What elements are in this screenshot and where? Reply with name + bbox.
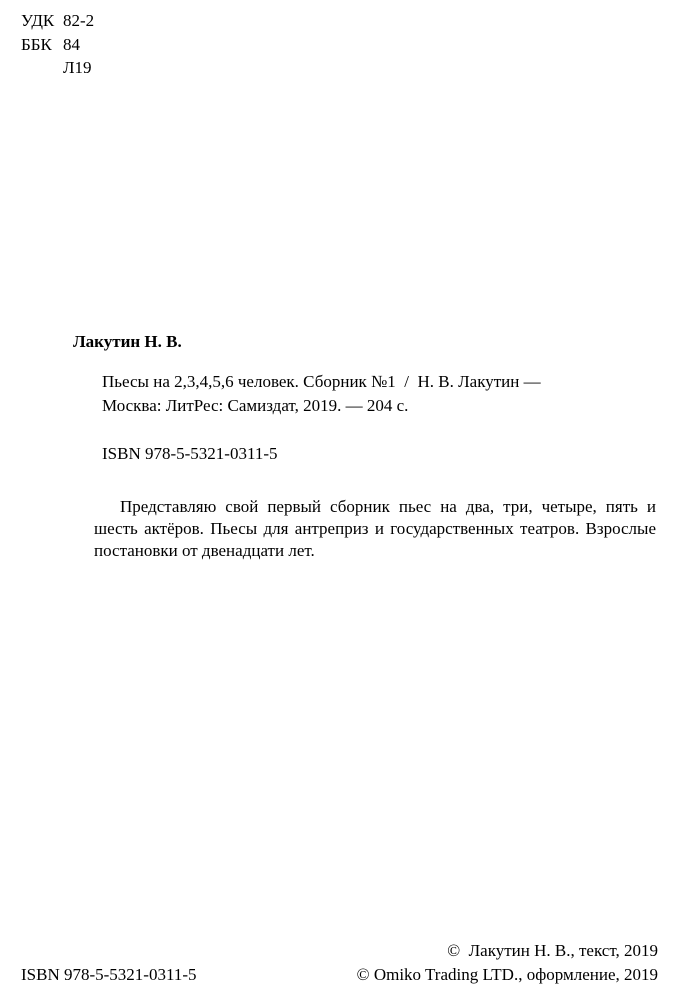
title-line: Пьесы на 2,3,4,5,6 человек. Сборник №1 / Н. В. Лакутин — (102, 372, 541, 391)
imprint-line: Москва: ЛитРес: Самиздат, 2019. — 204 с. (102, 396, 409, 415)
udk-row (21, 12, 94, 29)
author-mark-row (21, 59, 92, 76)
annotation-paragraph (94, 496, 656, 562)
udk-label: УДК (21, 11, 55, 30)
author-heading: Лакутин Н. В. (73, 332, 182, 351)
copyright-design: © Omiko Trading LTD., оформление, 2019 (356, 965, 658, 984)
bbk-label: ББК (21, 35, 52, 54)
bbk-value: 84 (63, 35, 80, 54)
author-mark: Л19 (63, 58, 92, 77)
annotation-text: Представляю свой первый сборник пьес на два, три, четыре, пять и шесть актёров. Пьесы для антреприз и государственных театров. Взрослые постановки от двенадцати лет. (94, 497, 656, 560)
footer-isbn: ISBN 978-5-5321-0311-5 (21, 965, 197, 984)
isbn-line: ISBN 978-5-5321-0311-5 (102, 444, 278, 463)
udk-value: 82-2 (63, 11, 95, 30)
bbk-row (21, 36, 80, 53)
copyright-text: © Лакутин Н. В., текст, 2019 (447, 941, 658, 960)
